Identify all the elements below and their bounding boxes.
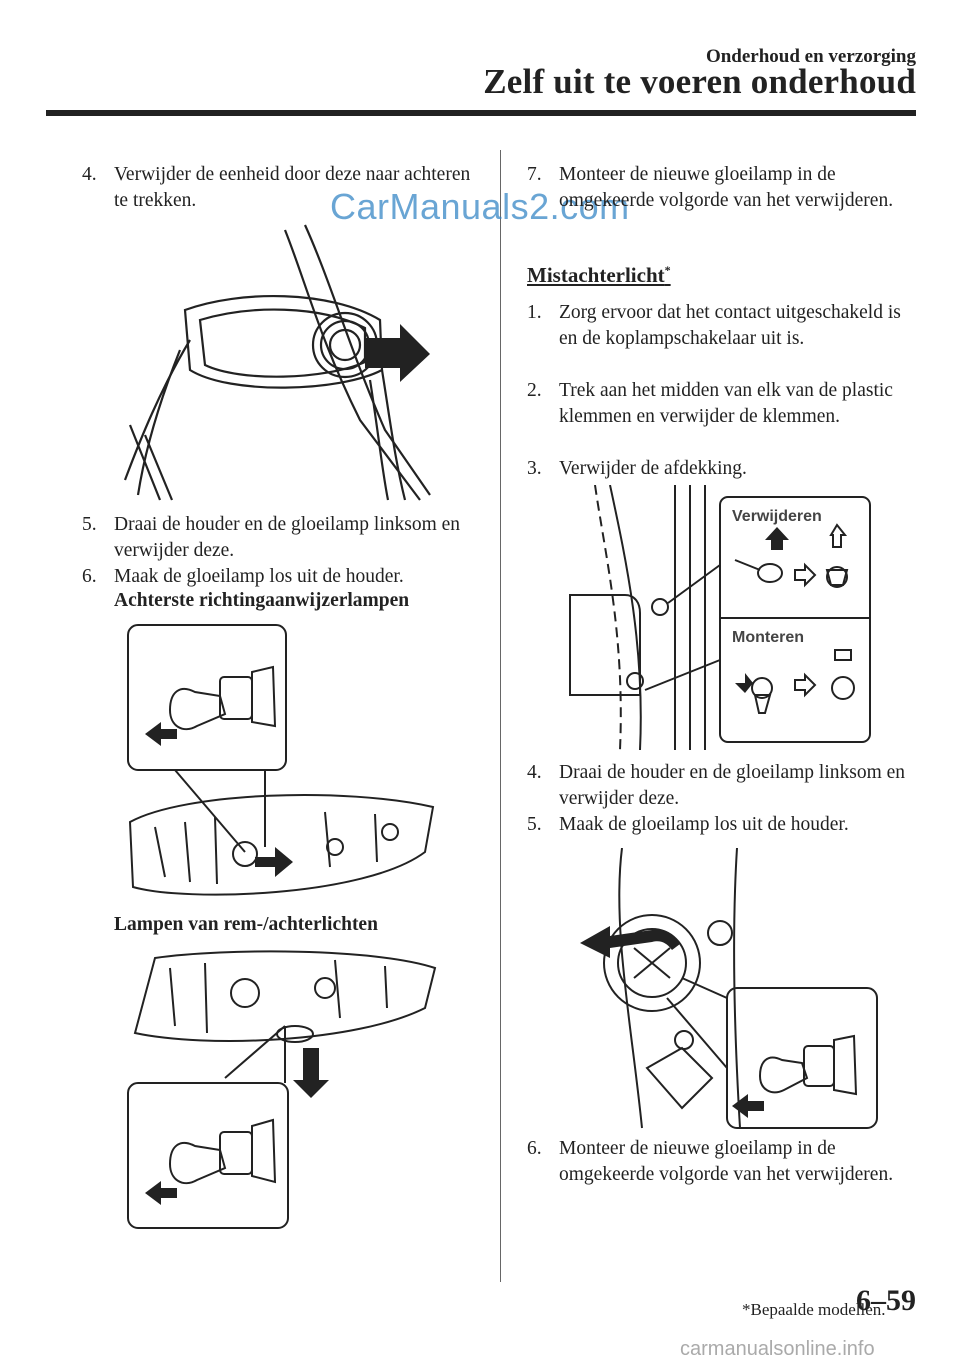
watermark: CarManuals2.com [330,186,630,227]
right-step-7 [527,162,927,214]
figure-plastic-clips [565,485,877,755]
step-number: 4. [82,164,97,185]
step-text: Verwijder de eenheid door deze naar achteren te trekken. [114,164,471,211]
step-number: 6. [527,1138,542,1159]
step-text: Maak de gloeilamp los uit de houder. [559,814,849,835]
figure-fog-light-bulb [572,848,882,1133]
right-step-5 [527,812,917,838]
step-text: Draai de houder en de gloeilamp linksom en verwijder deze. [114,514,461,561]
step-text: Maak de gloeilamp los uit de houder. [114,566,404,587]
step-number: 4. [527,762,542,783]
footnote-marker: * [664,263,671,277]
step-number: 1. [527,302,542,323]
figure-turn-signal-bulb [125,622,440,902]
step-number: 7. [527,164,542,185]
step-text: Zorg ervoor dat het contact uitgeschakeld is en de koplampschakelaar uit is. [559,302,901,349]
left-step-6 [82,564,482,590]
section-label: Onderhoud en verzorging [705,46,916,67]
figure-unit-removal [120,220,440,505]
section-heading-fog-light [527,263,671,288]
right-step-3 [527,456,917,482]
footnote: *Bepaalde modellen. [742,1300,886,1319]
step-number: 5. [82,514,97,535]
step-text: Trek aan het midden van elk van de plastic klemmen en verwijder de klemmen. [559,380,893,427]
source-watermark: carmanualsonline.info [680,1338,875,1360]
step-text: Monteer de nieuwe gloeilamp in de omgekeerde volgorde van het verwijderen. [559,164,894,211]
step-number: 5. [527,814,542,835]
left-step-5 [82,512,482,564]
label-brake-light: Lampen van rem-/achterlichten [114,914,378,935]
page-title: Zelf uit te voeren onderhoud [483,62,916,101]
page-number: 6–59 [856,1284,916,1317]
label-turn-signal: Achterste richtingaanwijzerlampen [114,590,410,611]
step-text: Verwijder de afdekking. [559,458,747,479]
clip-label-install: Monteren [732,629,804,646]
section-heading-text: Mistachterlicht [527,263,665,287]
right-step-6 [527,1136,917,1188]
step-text: Monteer de nieuwe gloeilamp in de omgekeerde volgorde van het verwijderen. [559,1138,894,1185]
right-step-1 [527,300,917,352]
step-number: 3. [527,458,542,479]
right-step-4 [527,760,917,812]
step-number: 2. [527,380,542,401]
step-number: 6. [82,566,97,587]
column-divider [500,150,501,1282]
clip-label-remove: Verwijderen [732,508,822,525]
figure-brake-light-bulb [125,948,440,1233]
right-step-2 [527,378,917,430]
step-text: Draai de houder en de gloeilamp linksom en verwijder deze. [559,762,906,809]
header-rule [46,110,916,116]
